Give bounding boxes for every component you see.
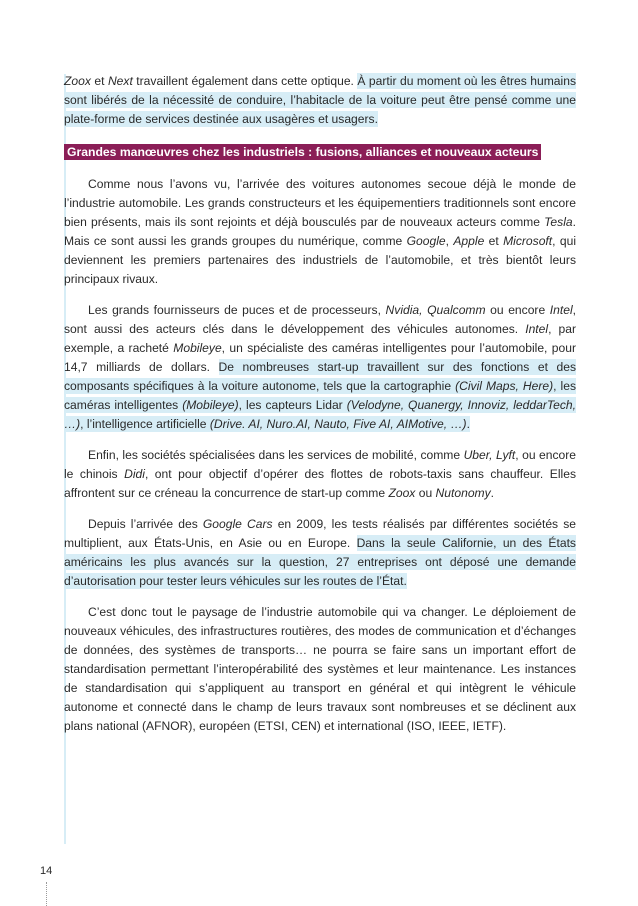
- highlighted-text: , les capteurs Lidar: [238, 398, 347, 412]
- paragraph-2: [64, 175, 576, 289]
- text: ou encore: [485, 303, 550, 317]
- highlighted-text: .: [466, 417, 470, 431]
- text: et: [484, 234, 504, 248]
- text-intel: Intel: [525, 322, 549, 336]
- highlighted-text: (Velodyne, Quanergy, Innoviz, leddarTech, …): [64, 398, 576, 431]
- text-didi: Didi: [124, 467, 145, 481]
- paragraph-1: [64, 72, 576, 129]
- paragraph-3: [64, 301, 576, 434]
- text: .: [490, 486, 495, 500]
- text-tesla: Tesla: [544, 215, 573, 229]
- text: Enfin, les sociétés spécialisées dans les services de mobilité, comme: [88, 448, 464, 462]
- section-heading: [64, 143, 576, 161]
- text-zoox: Zoox: [64, 74, 91, 88]
- text-microsoft: Microsoft: [503, 234, 553, 248]
- paragraph-4: [64, 446, 576, 503]
- highlighted-text: (Mobileye): [182, 398, 239, 412]
- text: , un spécialiste des caméras intelligentes pour l’automobile, pour 14,7 milliards de dollars.: [64, 341, 576, 374]
- text-next: Next: [107, 74, 133, 88]
- text: , sont aussi des acteurs clés dans le développement des véhicules autonomes.: [64, 303, 577, 336]
- text-apple: Apple: [453, 234, 485, 248]
- highlighted-text: , les caméras intelligentes: [64, 379, 576, 412]
- text: et: [90, 74, 108, 88]
- page-number: 14: [40, 865, 53, 877]
- text: Les grands fournisseurs de puces et de processeurs,: [88, 303, 386, 317]
- text: . Mais ce sont aussi les grands groupes du numérique, comme: [64, 215, 576, 248]
- text-google-cars: Google Cars: [202, 517, 273, 531]
- section-heading-text: Grandes manœuvres chez les industriels : fusions, alliances et nouveaux acteurs: [64, 144, 541, 160]
- text-intel: Intel: [549, 303, 573, 317]
- text: Comme nous l’avons vu, l’arrivée des voitures autonomes secoue déjà le monde de l’industrie automobile. Les grands constructeurs et les équipementiers traditionnels sont encore bien présents, mais ils sont rejoints et déjà bousculés par de nouveaux acteurs comme: [64, 177, 576, 229]
- page-number-dots: [46, 882, 47, 906]
- highlighted-text: Dans la seule Californie, un des États américains les plus avancés sur la question, 27 entreprises ont déposé une demande d’autorisation pour tester leurs véhicules sur les routes de l’État.: [64, 536, 576, 588]
- text-google: Google: [406, 234, 446, 248]
- text: ou: [415, 486, 436, 500]
- highlighted-text: (Drive. AI, Nuro.AI, Nauto, Five AI, AIMotive, …): [209, 417, 467, 431]
- text: ,: [445, 234, 454, 248]
- paragraph-6: C’est donc tout le paysage de l’industrie automobile qui va changer. Le déploiement de nouveaux véhicules, des infrastructures routières, des modes de communication et d’échanges de données, des systèmes de transports… ne pourra se faire sans un important effort de standardisation permettant l’interopérabilité des systèmes et leur maintenance. Les instances de standardisation qui s’appliquent au transport en général et qui intègrent le véhicule autonome et connecté dans le champ de leurs travaux sont nombreuses et se déclinent aux plans national (AFNOR), européen (ETSI, CEN) et international (ISO, IEEE, IETF).: [64, 605, 576, 733]
- text: , ont pour objectif d’opérer des flottes de robots-taxis sans chauffeur. Elles affrontent sur ce créneau la concurrence de start-up comme: [64, 467, 576, 500]
- paragraph-5: [64, 515, 576, 591]
- text-zoox: Zoox: [388, 486, 416, 500]
- text: en 2009, les tests réalisés par différentes sociétés se multiplient, aux États-Unis, en Asie ou en Europe.: [64, 517, 576, 550]
- highlighted-text: À partir du moment où les êtres humains sont libérés de la nécessité de conduire, l’habitacle de la voiture peut être pensé comme une plate-forme de services destinée aux usagères et usagers.: [64, 74, 576, 126]
- highlighted-text: (Civil Maps, Here): [455, 379, 554, 393]
- page-body: [64, 72, 576, 748]
- text: , qui deviennent les premiers partenaires des industriels de l’automobile, et très bientôt leurs principaux rivaux.: [64, 234, 577, 286]
- highlighted-text: De nombreuses start-up travaillent sur des fonctions et des composants spécifiques à la voiture autonome, tels que la cartographie: [64, 360, 576, 393]
- text-nutonomy: Nutonomy: [435, 486, 491, 500]
- text: travaillent également dans cette optique.: [132, 74, 358, 88]
- text-uber-lyft: Uber, Lyft: [463, 448, 516, 462]
- text-companies: Nvidia, Qualcomm: [385, 303, 486, 317]
- text: , par exemple, a racheté: [64, 322, 577, 355]
- text-mobileye: Mobileye: [173, 341, 222, 355]
- highlighted-text: , l’intelligence artificielle: [80, 417, 210, 431]
- text: , ou encore le chinois: [64, 448, 576, 481]
- text: Depuis l’arrivée des: [88, 517, 203, 531]
